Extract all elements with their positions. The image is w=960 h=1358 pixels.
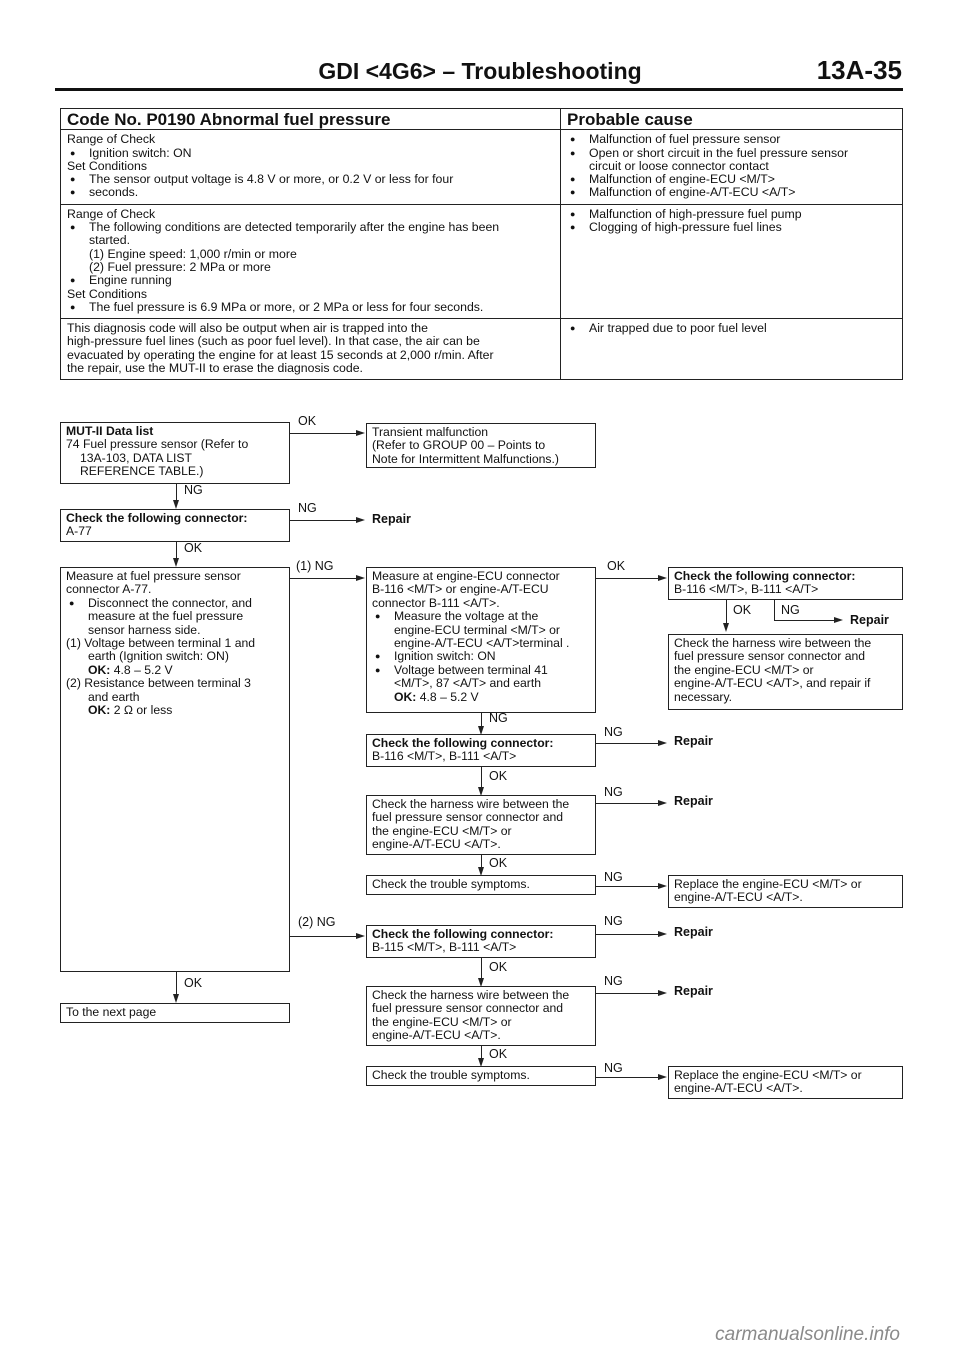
connector-line [176, 972, 177, 996]
row1-causes [561, 130, 903, 204]
text-line: the engine-ECU <M/T> or [674, 662, 814, 677]
text-line: (2) Resistance between terminal 3 [66, 676, 251, 691]
text-line: fuel pressure sensor connector and [372, 1001, 564, 1016]
text-line: (2) Fuel pressure: 2 MPa or more [89, 259, 271, 274]
text-line: (1) Voltage between terminal 1 and [66, 636, 256, 651]
harness-check-right-box [668, 634, 903, 710]
ng-label: NG [604, 725, 623, 739]
arrow-head-right [658, 883, 667, 889]
connector-line [596, 803, 660, 804]
text-line: engine-A/T-ECU <A/T>. [372, 1028, 501, 1043]
ng-label: NG [184, 483, 203, 497]
bullet-item: ● Disconnect the connector, and [66, 597, 284, 610]
code-table [60, 108, 903, 380]
text-line: and earth [88, 689, 140, 704]
text-line: Check the trouble symptoms. [372, 1068, 530, 1082]
text-line: ● seconds. [67, 186, 554, 199]
next-page-box [60, 1003, 290, 1023]
text-line: Set Conditions [67, 158, 147, 173]
text-line: fuel pressure sensor connector and [674, 649, 866, 664]
ng-label: NG [489, 711, 508, 725]
bullet-item: ● Measure the voltage at the [372, 610, 590, 623]
ok-label: OK [489, 856, 508, 870]
repair-label: Repair [674, 984, 713, 998]
mut-data-list-box [60, 422, 290, 484]
repair-label: Repair [674, 794, 713, 808]
text-line: connector A-77. [66, 582, 152, 597]
bullet-item: ● Malfunction of engine-ECU <M/T> [567, 173, 896, 186]
ok-label: OK [489, 1047, 508, 1061]
repair-label: Repair [674, 925, 713, 939]
header-rule [55, 88, 903, 91]
ok-label: OK [489, 769, 508, 783]
connector-line [290, 433, 358, 434]
bullet-item: ● Malfunction of fuel pressure sensor [567, 133, 896, 146]
box-heading: Check the following connector: [372, 927, 554, 941]
text-line: the repair, use the MUT-II to erase the diagnosis code. [67, 361, 363, 376]
text-line: started. [89, 233, 131, 248]
box-heading: Check the following connector: [66, 511, 248, 525]
text-line: Measure at engine-ECU connector [372, 569, 560, 583]
connector-line [596, 993, 660, 994]
arrow-head-right [658, 740, 667, 746]
trouble-symptoms-2-box [366, 1066, 596, 1086]
text-line: Set Conditions [67, 286, 147, 301]
arrow-head-down [173, 500, 179, 509]
text-line: Measure at fuel pressure sensor [66, 569, 241, 583]
bullet-item: ● Voltage between terminal 41 [372, 664, 590, 677]
check-connector-b116-mid-box [366, 734, 596, 767]
bullet-item: ● Ignition switch: ON [67, 147, 554, 160]
bullet-item: ● Air trapped due to poor fuel level [567, 322, 896, 335]
row3-causes [561, 319, 903, 380]
text-line: B-116 <M/T>, B-111 <A/T> [674, 582, 819, 597]
connector-line [774, 620, 836, 621]
trouble-symptoms-1-box [366, 875, 596, 895]
ok-value: 4.8 – 5.2 V [419, 689, 479, 704]
text-line: necessary. [674, 689, 733, 704]
page-number: 13A-35 [816, 55, 902, 85]
connector-line [596, 934, 660, 935]
arrow-head-right [356, 430, 365, 436]
bullet-item: ● The fuel pressure is 6.9 MPa or more, or 2 MPa or less for four seconds. [67, 301, 554, 314]
bullet-item: ● The sensor output voltage is 4.8 V or more, or 0.2 V or less for four [67, 173, 554, 186]
ok-label: OK [733, 603, 752, 617]
text-line: Replace the engine-ECU <M/T> or [674, 1068, 862, 1082]
page-title: GDI <4G6> – Troubleshooting [318, 58, 642, 84]
ng-label: NG [781, 603, 800, 617]
row1-conditions [61, 130, 561, 204]
ng-label: NG [604, 914, 623, 928]
ng-label: NG [604, 870, 623, 884]
measure-sensor-box [60, 567, 290, 972]
ok-spec [66, 664, 284, 677]
text-line: A-77 [66, 524, 92, 539]
probable-cause-heading: Probable cause [561, 109, 903, 130]
ok-key: OK: [88, 662, 111, 677]
bullet-item: ● Malfunction of engine-A/T-ECU <A/T> [567, 186, 896, 199]
ok-key: OK: [394, 689, 417, 704]
text-line: fuel pressure sensor connector and [372, 810, 564, 825]
box-heading: Check the following connector: [372, 736, 554, 750]
connector-line [290, 520, 358, 521]
connector-line [596, 743, 660, 744]
text-line: <M/T>, 87 <A/T> and earth [394, 676, 542, 691]
ok-label: OK [184, 541, 203, 555]
ng-label: NG [298, 501, 317, 515]
arrow-head-down [173, 994, 179, 1003]
text-line: B-115 <M/T>, B-111 <A/T> [372, 940, 517, 955]
text-line: Range of Check [67, 206, 156, 221]
ok-label: OK [298, 414, 317, 428]
text-line: To the next page [66, 1005, 157, 1019]
repair-label: Repair [372, 512, 411, 526]
arrow-head-right [658, 575, 667, 581]
bullet-item: ● The following conditions are detected temporarily after the engine has been [67, 221, 554, 234]
ng1-label: (1) NG [296, 559, 334, 573]
text-line: Check the trouble symptoms. [372, 877, 530, 891]
ok-spec [372, 691, 590, 704]
text-line: sensor harness side. [88, 622, 201, 637]
text-line: engine-A/T-ECU <A/T>. [674, 1081, 803, 1096]
connector-line [774, 600, 775, 620]
row2-conditions [61, 204, 561, 318]
text-line: engine-A/T-ECU <A/T>terminal . [394, 636, 570, 651]
connector-line [290, 936, 358, 937]
text-line: the engine-ECU <M/T> or [372, 823, 512, 838]
text-line: Check the harness wire between the [372, 988, 570, 1002]
text-line: (1) Engine speed: 1,000 r/min or more [89, 246, 297, 261]
measure-ecu-box [366, 567, 596, 713]
text-line: circuit or loose connector contact [589, 158, 769, 173]
repair-label: Repair [674, 734, 713, 748]
ok-value: 4.8 – 5.2 V [113, 662, 173, 677]
arrow-head-down [173, 558, 179, 567]
harness-check-2-box [366, 986, 596, 1046]
connector-line [596, 886, 660, 887]
check-connector-b116-right-box [668, 567, 903, 600]
text-line: Note for Intermittent Malfunctions.) [372, 451, 559, 466]
text-line: connector B-111 <A/T>. [372, 595, 500, 610]
text-line: Transient malfunction [372, 425, 489, 439]
text-line: engine-ECU terminal <M/T> or [394, 622, 560, 637]
text-line: earth (Ignition switch: ON) [88, 649, 229, 664]
ok-label: OK [607, 559, 626, 573]
arrow-head-right [658, 1074, 667, 1080]
ok-spec [66, 704, 284, 717]
text-line: Range of Check [67, 132, 156, 147]
ok-key: OK: [88, 703, 111, 718]
text-line: B-116 <M/T>, B-111 <A/T> [372, 749, 517, 764]
text-line: REFERENCE TABLE.) [80, 464, 204, 479]
text-line: evacuated by operating the engine for at least 15 seconds at 2,000 r/min. After [67, 347, 494, 362]
ok-label: OK [489, 960, 508, 974]
check-connector-b115-box [366, 925, 596, 958]
replace-ecu-2-box [668, 1066, 903, 1099]
arrow-head-right [658, 931, 667, 937]
text-line: Replace the engine-ECU <M/T> or [674, 877, 862, 891]
text-line: This diagnosis code will also be output when air is trapped into the [67, 321, 428, 336]
check-connector-a77-box [60, 509, 290, 542]
replace-ecu-1-box [668, 875, 903, 908]
text-line: engine-A/T-ECU <A/T>. [372, 837, 501, 852]
connector-line [481, 767, 482, 789]
bullet-item: ● Malfunction of high-pressure fuel pump [567, 208, 896, 221]
text-line: (Refer to GROUP 00 – Points to [372, 438, 546, 453]
row2-causes [561, 204, 903, 318]
connector-line [290, 578, 358, 579]
box-heading: MUT-II Data list [66, 424, 154, 438]
text-line: high-pressure fuel lines (such as poor fuel level). In that case, the air can be [67, 334, 480, 349]
connector-line [596, 578, 660, 579]
text-line: the engine-ECU <M/T> or [372, 1014, 512, 1029]
transient-malfunction-box [366, 423, 596, 468]
ok-value: 2 Ω or less [113, 703, 173, 718]
box-heading: Check the following connector: [674, 569, 856, 583]
bullet-item: ● Engine running [67, 274, 554, 287]
text-line: 74 Fuel pressure sensor (Refer to [66, 437, 249, 452]
ng-label: NG [604, 1061, 623, 1075]
connector-line [481, 958, 482, 980]
connector-line [596, 1077, 660, 1078]
watermark-text: carmanualsonline.info [715, 1324, 900, 1345]
bullet-item: ● Clogging of high-pressure fuel lines [567, 221, 896, 234]
harness-check-1-box [366, 795, 596, 855]
ok-label: OK [184, 976, 203, 990]
repair-label: Repair [850, 613, 889, 627]
arrow-head-down [723, 623, 729, 632]
text-line: Check the harness wire between the [674, 636, 872, 650]
arrow-head-right [834, 617, 843, 623]
bullet-item: ● Open or short circuit in the fuel pressure sensor [567, 147, 896, 160]
text-line: engine-A/T-ECU <A/T>, and repair if [674, 676, 871, 691]
ng-label: NG [604, 974, 623, 988]
text-line: measure at the fuel pressure [88, 609, 244, 624]
row3-note [61, 319, 561, 380]
ng-label: NG [604, 785, 623, 799]
arrow-head-right [356, 575, 365, 581]
arrow-head-right [356, 517, 365, 523]
text-line: engine-A/T-ECU <A/T>. [674, 890, 803, 905]
text-line: Check the harness wire between the [372, 797, 570, 811]
ng2-label: (2) NG [298, 915, 336, 929]
arrow-head-right [356, 933, 365, 939]
arrow-head-right [658, 990, 667, 996]
arrow-head-right [658, 800, 667, 806]
code-title: Code No. P0190 Abnormal fuel pressure [61, 109, 561, 130]
text-line: B-116 <M/T> or engine-A/T-ECU [372, 582, 549, 597]
text-line: 13A-103, DATA LIST [80, 450, 192, 465]
connector-line [726, 600, 727, 625]
bullet-item: ● Ignition switch: ON [372, 650, 590, 663]
